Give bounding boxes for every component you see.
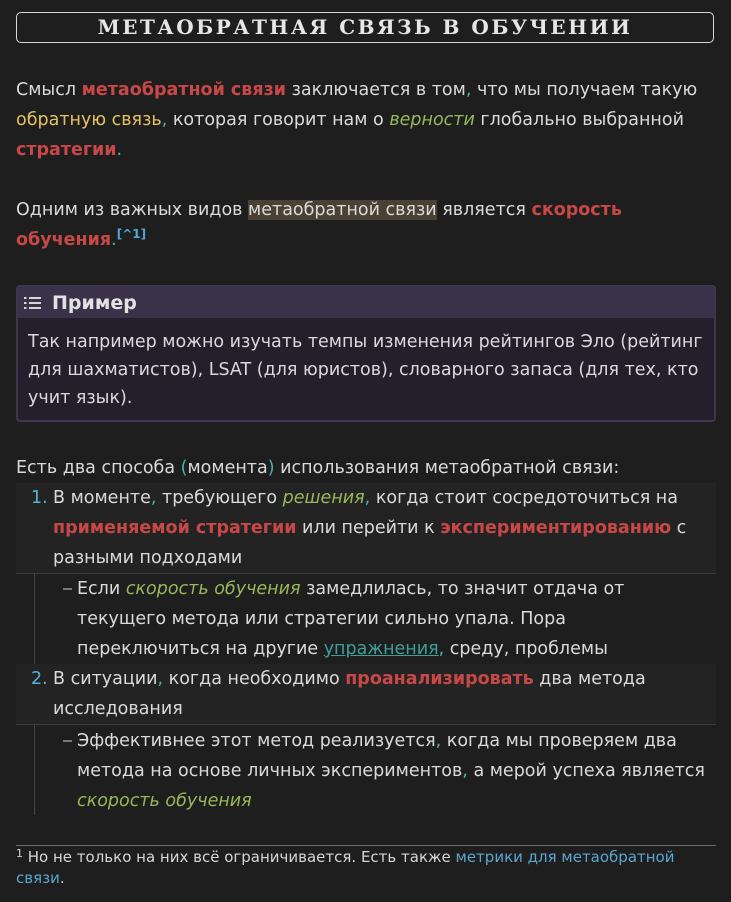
italic-term: решения xyxy=(282,488,365,508)
italic-term: верности xyxy=(389,110,475,130)
text: использования метаобратной связи: xyxy=(274,458,620,478)
highlight-term: стратегии xyxy=(16,140,117,160)
text: когда необходимо xyxy=(163,669,346,689)
paragraph-learning-speed xyxy=(16,195,716,255)
text: Если xyxy=(77,579,126,599)
list-number: 2. xyxy=(31,669,48,689)
text: что мы получаем такую xyxy=(471,80,698,100)
highlight-term: скорость обучения xyxy=(16,200,622,250)
marked-text: метаобратной связи xyxy=(248,200,437,220)
footnote-ref[interactable]: [^1] xyxy=(116,227,147,241)
footnote-separator xyxy=(16,845,716,846)
text: два метода исследования xyxy=(53,669,646,719)
punctuation: , xyxy=(161,110,168,130)
text: глобально выбранной xyxy=(474,110,684,130)
italic-term: скорость обучения xyxy=(125,579,301,599)
callout-header[interactable] xyxy=(18,287,714,318)
highlight-term: экспериментированию xyxy=(440,518,672,538)
text: замедлилась, то значит отдача от текущего метода или стратегии сильно упала. Пора переключиться на другие xyxy=(77,579,625,659)
text: с разными подходами xyxy=(53,518,687,568)
text: В ситуации xyxy=(53,669,158,689)
callout-body: Так например можно изучать темпы изменения рейтингов Эло (рейтинг для шахматистов), LSAT (для юристов), словарного запаса (для тех, кто учит язык). xyxy=(28,332,703,408)
indent-guide xyxy=(34,574,35,664)
punctuation: . xyxy=(116,140,123,160)
punctuation: , xyxy=(157,669,164,689)
list-item-text xyxy=(53,664,713,724)
punctuation: , xyxy=(150,488,157,508)
text: среду, проблемы xyxy=(444,639,608,659)
text: когда мы проверяем два метода на основе личных экспериментов xyxy=(77,731,677,781)
list-number: 1. xyxy=(31,488,48,508)
punctuation: . xyxy=(111,230,117,250)
punctuation: , xyxy=(465,80,472,100)
footnote-link[interactable]: метрики для метаобратной связи xyxy=(16,848,675,887)
footnote-text: Но не только на них всё ограничивается. Есть также xyxy=(23,848,456,866)
callout-title: Пример xyxy=(52,291,137,314)
footnote xyxy=(16,847,716,889)
punctuation: ) xyxy=(267,458,275,478)
bullet-dash xyxy=(63,740,72,742)
internal-link[interactable]: упражнения xyxy=(323,639,439,659)
punctuation: , xyxy=(435,731,442,751)
text: заключается в том xyxy=(286,80,466,100)
paragraph-two-ways xyxy=(16,453,716,483)
text: Одним из важных видов xyxy=(16,200,249,220)
text: момента xyxy=(187,458,268,478)
indent-guide xyxy=(34,725,35,815)
bullet-dash xyxy=(63,588,72,590)
sub-list-item-text xyxy=(77,726,707,816)
highlight-term: применяемой стратегии xyxy=(53,518,297,538)
text: В моменте xyxy=(53,488,151,508)
punctuation: . xyxy=(59,869,65,887)
sub-list-item-text xyxy=(77,574,707,664)
page-title: МЕТАОБРАТНАЯ СВЯЗЬ В ОБУЧЕНИИ xyxy=(16,12,714,43)
punctuation: , xyxy=(438,639,445,659)
paragraph-meaning xyxy=(16,75,716,165)
text: Смысл xyxy=(16,80,82,100)
highlight-term: обратную связь xyxy=(16,110,162,130)
text: является xyxy=(436,200,532,220)
punctuation: , xyxy=(462,761,468,781)
text: а мерой успеха является xyxy=(467,761,705,781)
punctuation: , xyxy=(364,488,371,508)
list-icon xyxy=(24,295,42,311)
highlight-term: проанализировать xyxy=(345,669,534,689)
italic-term: скорость обучения xyxy=(77,791,252,811)
text: которая говорит нам о xyxy=(167,110,390,130)
punctuation: ( xyxy=(180,458,188,478)
highlight-term: метаобратной связи xyxy=(81,80,287,100)
footnote-number: 1 xyxy=(16,847,23,860)
text: Эффективнее этот метод реализуется xyxy=(77,731,436,751)
text: когда стоит сосредоточиться на xyxy=(370,488,678,508)
list-item-text xyxy=(53,483,713,573)
text: требующего xyxy=(156,488,283,508)
example-callout xyxy=(16,285,716,422)
text: Есть два способа xyxy=(16,458,181,478)
text: или перейти к xyxy=(296,518,441,538)
